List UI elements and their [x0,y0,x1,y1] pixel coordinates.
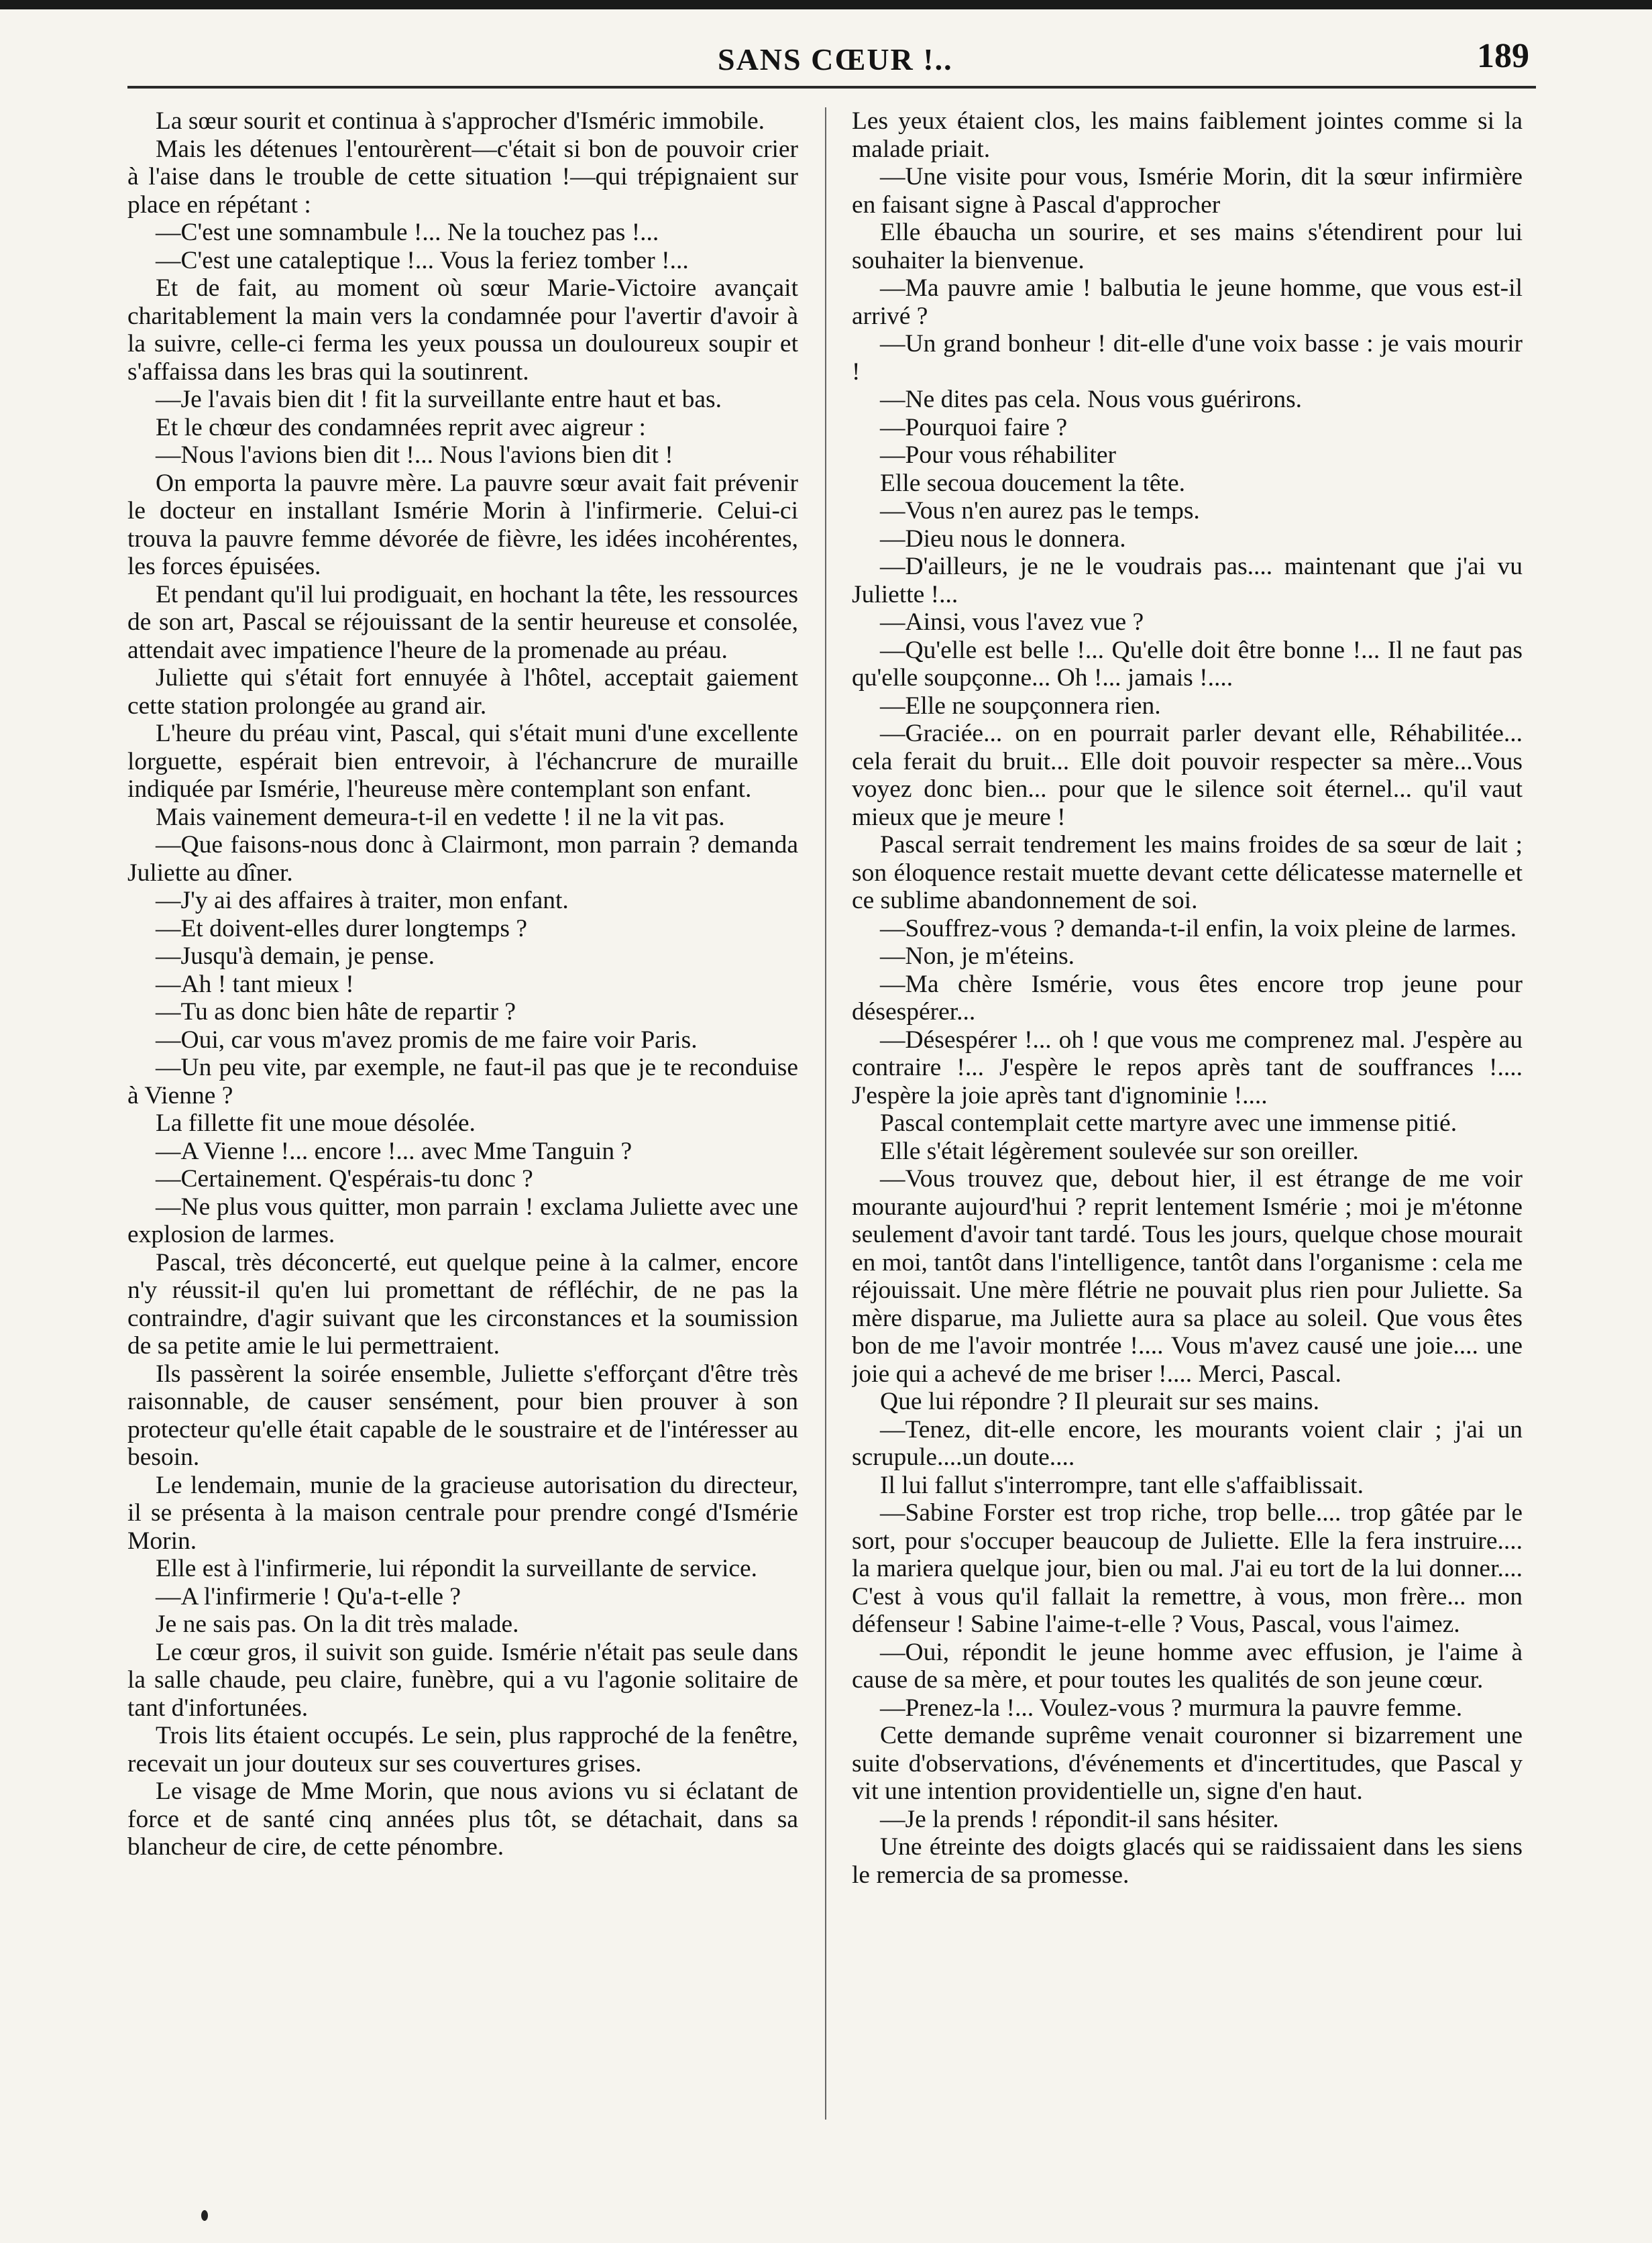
paragraph: —Un grand bonheur ! dit-elle d'une voix basse : je vais mourir ! [852,330,1523,386]
paragraph: —Que faisons-nous donc à Clairmont, mon parrain ? demanda Juliette au dîner. [127,831,798,887]
paragraph: —Vous n'en aurez pas le temps. [880,497,1200,525]
paragraph: —Je la prends ! répondit-il sans hésiter. [880,1805,1279,1833]
paragraph: —C'est une cataleptique !... Vous la feriez tomber !... [156,246,689,274]
paragraph: —Tenez, dit-elle encore, les mourants voient clair ; j'ai un scrupule....un doute.... [852,1415,1523,1471]
paragraph: Elle secoua doucement la tête. [880,469,1185,497]
paragraph: Le visage de Mme Morin, que nous avions vu si éclatant de force et de santé cinq années plus tôt, se détachait, dans sa blancheur de cire, de cette pénombre. [127,1777,798,1861]
paragraph: —Vous trouvez que, debout hier, il est étrange de me voir mourante aujourd'hui ? reprit lentement Ismérie ; moi je m'étonne seulement d'avoir tant tardé. Tous les jours, quelque chose mourait en moi, tantôt dans l'intelligence, tantôt dans l'organisme : cela me réjouissait. Une mère flétrie ne pouvait plus rien pour Juliette. Sa mère disparue, ma Juliette aura sa place au soleil. Que vous êtes bon de me l'avoir montrée !.... Vous m'avez causé une joie.... une joie qui a achevé de me briser !.... Merci, Pascal. [852,1165,1523,1388]
paragraph: Pascal, très déconcerté, eut quelque peine à la calmer, encore n'y réussit-il qu'en lui promettant de réfléchir, de ne pas la contraindre, d'agir suivant que les circonstances et la soumission de sa petite amie le lui permettraient. [127,1248,798,1360]
paragraph: —Oui, répondit le jeune homme avec effusion, je l'aime à cause de sa mère, et pour toutes les qualités de son jeune cœur. [852,1638,1523,1694]
paragraph: Les yeux étaient clos, les mains faiblement jointes comme si la malade priait. [852,107,1523,163]
page-number: 189 [1477,37,1529,75]
paragraph: —Ma chère Ismérie, vous êtes encore trop jeune pour désespérer... [852,970,1523,1026]
paragraph: —Une visite pour vous, Ismérie Morin, dit la sœur infirmière en faisant signe à Pascal d'approcher [852,163,1523,219]
paragraph: —Ainsi, vous l'avez vue ? [880,608,1144,636]
paragraph: Que lui répondre ? Il pleurait sur ses mains. [880,1388,1320,1415]
paragraph: Cette demande suprême venait couronner si bizarrement une suite d'observations, d'événements et d'incertitudes, que Pascal y vit une intention providentielle un, signe d'en haut. [852,1722,1523,1805]
paragraph: —Non, je m'éteins. [880,942,1075,970]
paragraph: —Pour vous réhabiliter [880,441,1117,469]
paragraph: —A Vienne !... encore !... avec Mme Tanguin ? [156,1137,632,1165]
paragraph: —Ne plus vous quitter, mon parrain ! exclama Juliette avec une explosion de larmes. [127,1193,798,1248]
paragraph: —Sabine Forster est trop riche, trop belle.... trop gâtée par le sort, pour s'occuper beaucoup de Juliette. Elle la fera instruire.... la mariera quelque jour, bien ou mal. J'ai eu tort de la lui donner.... C'est à vous qu'il fallait la remettre, à vous, mon frère... mon défenseur ! Sabine l'aime-t-elle ? Vous, Pascal, vous l'aimez. [852,1499,1523,1638]
paragraph: —Je l'avais bien dit ! fit la surveillante entre haut et bas. [156,386,722,413]
column-divider [825,107,826,2120]
paragraph: Elle ébaucha un sourire, et ses mains s'étendirent pour lui souhaiter la bienvenue. [852,219,1523,274]
paragraph: Juliette qui s'était fort ennuyée à l'hôtel, acceptait gaiement cette station prolongée au grand air. [127,664,798,720]
paragraph: —Oui, car vous m'avez promis de me faire voir Paris. [156,1026,698,1054]
paragraph: Trois lits étaient occupés. Le sein, plus rapproché de la fenêtre, recevait un jour douteux sur ses couvertures grises. [127,1722,798,1777]
paragraph: Et pendant qu'il lui prodiguait, en hochant la tête, les ressources de son art, Pascal se réjouissant de la sentir heureuse et consolée, attendait avec impatience l'heure de la promenade au préau. [127,580,798,664]
paragraph: Et le chœur des condamnées reprit avec aigreur : [156,413,646,441]
paragraph: —Dieu nous le donnera. [880,525,1126,553]
paragraph: Le lendemain, munie de la gracieuse autorisation du directeur, il se présenta à la maison centrale pour prendre congé d'Ismérie Morin. [127,1471,798,1555]
paragraph: —Désespérer !... oh ! que vous me comprenez mal. J'espère au contraire !... J'espère le repos après tant de souffrances !.... J'espère la joie après tant d'ignominie !.... [852,1026,1523,1109]
paragraph: Ils passèrent la soirée ensemble, Juliette s'efforçant d'être très raisonnable, de causer sensément, pour bien prouver à son protecteur qu'elle était capable de le soustraire et de l'intéresser au besoin. [127,1360,798,1471]
paragraph: Une étreinte des doigts glacés qui se raidissaient dans les siens le remercia de sa promesse. [852,1833,1523,1889]
paragraph: —Ah ! tant mieux ! [156,970,354,998]
paragraph: —D'ailleurs, je ne le voudrais pas.... maintenant que j'ai vu Juliette !... [852,553,1523,608]
paragraph: —Pourquoi faire ? [880,413,1068,441]
paragraph: —Souffrez-vous ? demanda-t-il enfin, la voix pleine de larmes. [880,914,1517,942]
paragraph: Elle est à l'infirmerie, lui répondit la surveillante de service. [156,1555,758,1582]
paragraph: Pascal contemplait cette martyre avec une immense pitié. [880,1109,1457,1137]
paragraph: —Prenez-la !... Voulez-vous ? murmura la pauvre femme. [880,1694,1463,1722]
paragraph: Le cœur gros, il suivit son guide. Ismérie n'était pas seule dans la salle chaude, peu claire, funèbre, qui a vu l'agonie solitaire de tant d'infortunées. [127,1638,798,1722]
paragraph: —Un peu vite, par exemple, ne faut-il pas que je te reconduise à Vienne ? [127,1054,798,1109]
running-title: SANS CŒUR !.. [718,42,953,76]
paragraph: —C'est une somnambule !... Ne la touchez pas !... [156,219,659,246]
page-header [127,27,1536,80]
paragraph: Mais vainement demeura-t-il en vedette ! il ne la vit pas. [156,803,725,831]
paragraph: —Nous l'avions bien dit !... Nous l'avions bien dit ! [156,441,673,469]
left-column [127,107,798,2153]
paragraph: Il lui fallut s'interrompre, tant elle s'affaiblissait. [880,1471,1364,1499]
paragraph: —Ne dites pas cela. Nous vous guérirons. [880,386,1303,413]
paragraph: Elle s'était légèrement soulevée sur son oreiller. [880,1137,1359,1165]
paragraph: Je ne sais pas. On la dit très malade. [156,1610,519,1638]
paragraph: Pascal serrait tendrement les mains froides de sa sœur de lait ; son éloquence restait muette devant cette délicatesse maternelle et ce sublime abandonnement de soi. [852,831,1523,914]
paragraph: —Tu as donc bien hâte de repartir ? [156,998,516,1026]
header-rule [127,86,1536,89]
paragraph: —Ma pauvre amie ! balbutia le jeune homme, que vous est-il arrivé ? [852,274,1523,330]
paragraph: —Certainement. Q'espérais-tu donc ? [156,1165,533,1193]
paragraph: —J'y ai des affaires à traiter, mon enfant. [156,887,569,914]
paragraph: Mais les détenues l'entourèrent—c'était si bon de pouvoir crier à l'aise dans le trouble de cette situation !—qui trépignaient sur place en répétant : [127,135,798,219]
paragraph: La fillette fit une moue désolée. [156,1109,476,1137]
ink-mark [201,2210,208,2221]
paragraph: —Et doivent-elles durer longtemps ? [156,914,528,942]
paragraph: —A l'infirmerie ! Qu'a-t-elle ? [156,1582,461,1610]
right-column [852,107,1523,2153]
paragraph: —Jusqu'à demain, je pense. [156,942,435,970]
paragraph: —Elle ne soupçonnera rien. [880,692,1161,720]
paragraph: Et de fait, au moment où sœur Marie-Victoire avançait charitablement la main vers la condamnée pour l'avertir d'avoir à la suivre, celle-ci ferma les yeux poussa un douloureux soupir et s'affaissa dans les bras qui la soutinrent. [127,274,798,386]
paragraph: —Graciée... on en pourrait parler devant elle, Réhabilitée... cela ferait du bruit... Elle doit pouvoir respecter sa mère...Vous voyez donc bien... pour que le silence soit éternel... qu'il vaut mieux que je meure ! [852,720,1523,831]
paragraph: —Qu'elle est belle !... Qu'elle doit être bonne !... Il ne faut pas qu'elle soupçonne... Oh !... jamais !.... [852,636,1523,692]
top-border-rule [0,0,1652,9]
paragraph: La sœur sourit et continua à s'approcher d'Isméric immobile. [156,107,765,135]
text-columns [127,107,1536,2153]
paragraph: On emporta la pauvre mère. La pauvre sœur avait fait prévenir le docteur en installant Ismérie Morin à l'infirmerie. Celui-ci trouva la pauvre femme dévorée de fièvre, les idées incohérentes, les forces épuisées. [127,469,798,580]
paragraph: L'heure du préau vint, Pascal, qui s'était muni d'une excellente lorguette, espérait bien entrevoir, à l'échancrure de muraille indiquée par Ismérie, l'heureuse mère contemplant son enfant. [127,720,798,803]
